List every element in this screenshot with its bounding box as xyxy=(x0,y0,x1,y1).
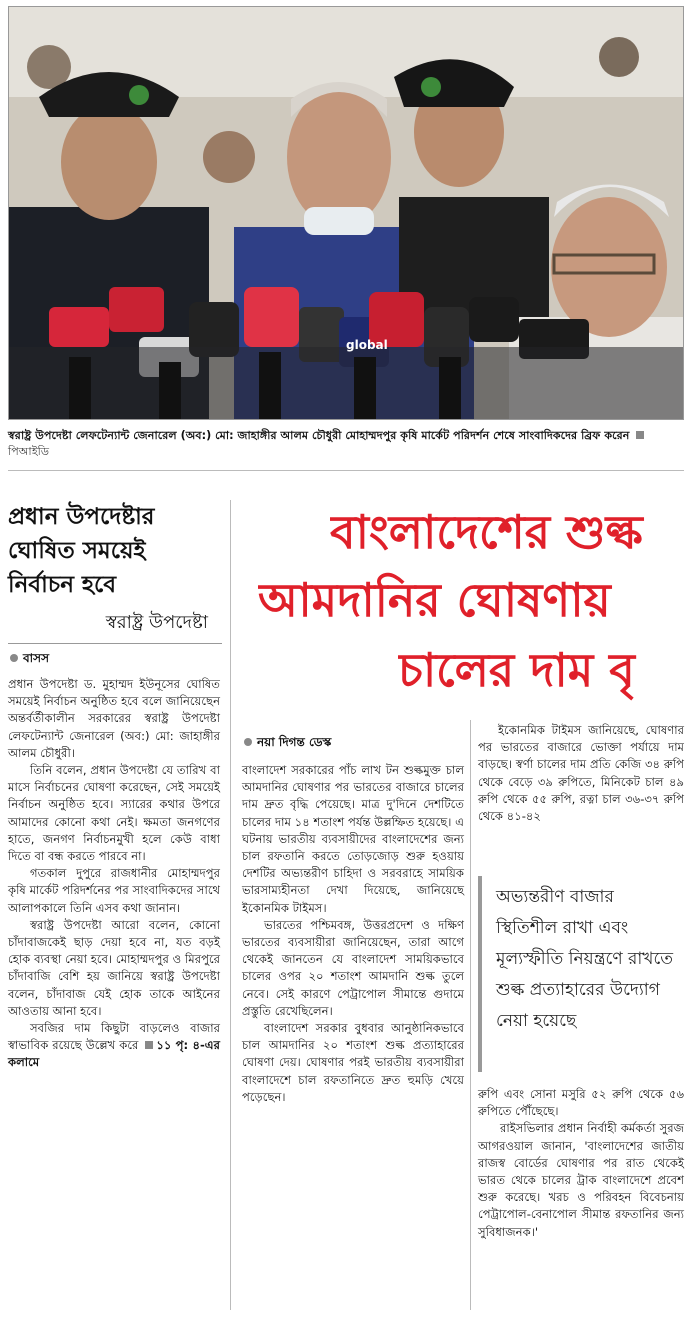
paragraph: প্রধান উপদেষ্টা ড. মুহাম্মদ ইউনূসের ঘোষিত সময়েই নির্বাচন অনুষ্ঠিত হবে বলে জানিয়েছেন অন্তর্বর্তীকালীন সরকারের স্বরাষ্ট্র উপদেষ্টা লেফটেন্যান্ট জেনারেল (অব:) মো: জাহাঙ্গীর আলম চৌধুরী। xyxy=(8,677,220,760)
paragraph: তিনি বলেন, প্রধান উপদেষ্টা যে তারিখ বা মাসে নির্বাচনের ঘোষণা করেছেন, সেই সময়েই নির্বাচন অনুষ্ঠিত হবে। স্যারের কথার উপরে আমাদের কোনো কথা নেই। ক্ষমতা জনগণের হাতে, জনগণ নির্বাচনমুখী হলে কেউ বাধা দিতে বা বন্ধ করতে পারবে না। xyxy=(8,763,220,864)
dot-icon xyxy=(10,654,18,662)
column-divider xyxy=(470,720,471,1310)
left-story-body xyxy=(8,676,220,1072)
square-bullet-icon xyxy=(636,431,644,439)
main-headline-line2: আমদানির ঘোষণায় xyxy=(258,573,611,627)
left-headline xyxy=(8,500,222,602)
paragraph-last xyxy=(8,1020,220,1072)
paragraph: স্বরাষ্ট্র উপদেষ্টা আরো বলেন, কোনো চাঁদাবাজকেই ছাড় দেয়া হবে না, যত বড়ই হোক ব্যবস্থা নেয়া হবে। মোহাম্মদপুর ও মিরপুরে চাঁদাবাজি বেশি হয় জানিয়ে স্বরাষ্ট্র উপদেষ্টা বলেন, চাঁদাবাজ যেই হোক তাকে আইনের আওতায় আনা হবে। xyxy=(8,917,220,1018)
paragraph: ভারতের পশ্চিমবঙ্গ, উত্তরপ্রদেশ ও দক্ষিণ ভারতের ব্যবসায়ীরা জানিয়েছেন, তারা আগে থেকেই জানতেন যে বাংলাদেশ সাময়িকভাবে চালের ওপর ২০ শতাংশ আমদানি শুল্ক তুলে নেবে। সেই কারণে পেট্রাপোল সীমান্তে গুদামে প্রস্তুতি রেখেছিলেন। xyxy=(242,917,464,1018)
news-photo xyxy=(8,6,684,420)
caption-source: পিআইডি xyxy=(8,445,50,458)
caption-text: স্বরাষ্ট্র উপদেষ্টা লেফটেন্যান্ট জেনারেল (অব:) মো: জাহাঙ্গীর আলম চৌধুরী মোহাম্মদপুর কৃষি মার্কেট পরিদর্শন শেষে সাংবাদিকদের ব্রিফ করেন xyxy=(8,429,630,442)
left-subhead: স্বরাষ্ট্র উপদেষ্টা xyxy=(105,612,208,633)
paragraph-text: সবজির দাম কিছুটা বাড়লেও বাজার স্বাভাবিক রয়েছে উল্লেখ করে xyxy=(8,1021,220,1053)
left-headline-line: ঘোষিত সময়েই xyxy=(8,538,146,564)
main-headline-line3: চালের দাম বৃ xyxy=(398,643,635,697)
paragraph: বাংলাদেশ সরকারের পাঁচ লাখ টন শুল্কমুক্ত চাল আমদানির ঘোষণার পর ভারতের বাজারে চালের দাম দ্রুত বৃদ্ধি পেয়েছে। মাত্র দু'দিনে দেশটিতে চালের দাম ১৪ শতাংশ পর্যন্ত উল্লম্ফিত হয়েছে। এ ঘটনায় ভারতীয় ব্যবসায়ীদের বাংলাদেশের জন্য চাল রফতানি করতে তোড়জোড় শুরু হওয়ায় দেশটির অভ্যন্তরীণ চাহিদা ও সরবরাহে সাময়িক ভারসাম্যহীনতা দেখা দিয়েছে, জানিয়েছে ইকোনমিক টাইমস। xyxy=(242,763,464,915)
paragraph: বাংলাদেশ সরকার বুধবার আনুষ্ঠানিকভাবে চাল আমদানির ২০ শতাংশ শুল্ক প্রত্যাহারের ঘোষণা দেয়। ঘোষণার পরই ভারতীয় ব্যবসায়ীরা বাংলাদেশে চাল রফতানিতে দ্রুত হুমড়ি খেয়ে পড়েছেন। xyxy=(242,1021,464,1104)
byline-text: বাসস xyxy=(23,651,50,665)
main-headline-line1: বাংলাদেশের শুল্ক xyxy=(330,505,643,559)
left-headline-line: প্রধান উপদেষ্টার xyxy=(8,504,155,530)
main-byline xyxy=(244,734,331,754)
pull-quote: অভ্যন্তরীণ বাজার স্থিতিশীল রাখা এবং মূল্যস্ফীতি নিয়ন্ত্রণে রাখতে শুল্ক প্রত্যাহারের উদ্যোগ নেয়া হয়েছে xyxy=(478,876,684,1072)
main-story-col1 xyxy=(242,762,464,1106)
paragraph: রাইসভিলার প্রধান নির্বাহী কর্মকর্তা সুরজ আগরওয়াল জানান, 'বাংলাদেশের জাতীয় রাজস্ব বোর্ডের ঘোষণার পর রাত থেকেই ভারত থেকে চালের ট্রাক বাংলাদেশে প্রবেশ শুরু করেছে। খরচ ও পরিবহন বিবেচনায় পেট্রাপোল-বেনাপোল সীমান্ত রফতানির জন্য সুবিধাজনক।' xyxy=(478,1121,684,1239)
continued-link[interactable]: ১১ পৃ: ৪-এর কলামে xyxy=(8,1038,220,1070)
photo-caption xyxy=(8,428,684,460)
square-bullet-icon xyxy=(145,1041,153,1049)
divider xyxy=(8,470,684,471)
byline-text: নয়া দিগন্ত ডেস্ক xyxy=(257,735,332,749)
main-story-col2-top: ইকোনমিক টাইমস জানিয়েছে, ঘোষণার পর ভারতের বাজারে ভোক্তা পর্যায়ে দাম বাড়ছে। স্বর্ণা চালের দাম প্রতি কেজি ৩৪ রুপি থেকে বেড়ে ৩৯ রুপিতে, মিনিকেট চাল ৪৯ রুপি থেকে ৫৫ রুপি, রত্না চাল ৩৬-৩৭ রুপি থেকে ৪১-৪২ xyxy=(478,723,684,824)
dot-icon xyxy=(244,738,252,746)
column-divider xyxy=(230,500,231,1310)
main-story-col2-bottom xyxy=(478,1086,684,1241)
paragraph: গতকাল দুপুরে রাজধানীর মোহাম্মদপুর কৃষি মার্কেট পরিদর্শনের পর সাংবাদিকদের সাথে আলাপকালে তিনি এসব কথা জানান। xyxy=(8,866,220,915)
left-byline xyxy=(10,650,49,670)
mic-label: global xyxy=(346,338,388,352)
left-headline-line: নির্বাচন হবে xyxy=(8,572,117,598)
paragraph: রুপি এবং সোনা মসুরি ৫২ রুপি থেকে ৫৬ রুপিতে পৌঁছেছে। xyxy=(478,1087,684,1119)
divider xyxy=(8,643,222,644)
